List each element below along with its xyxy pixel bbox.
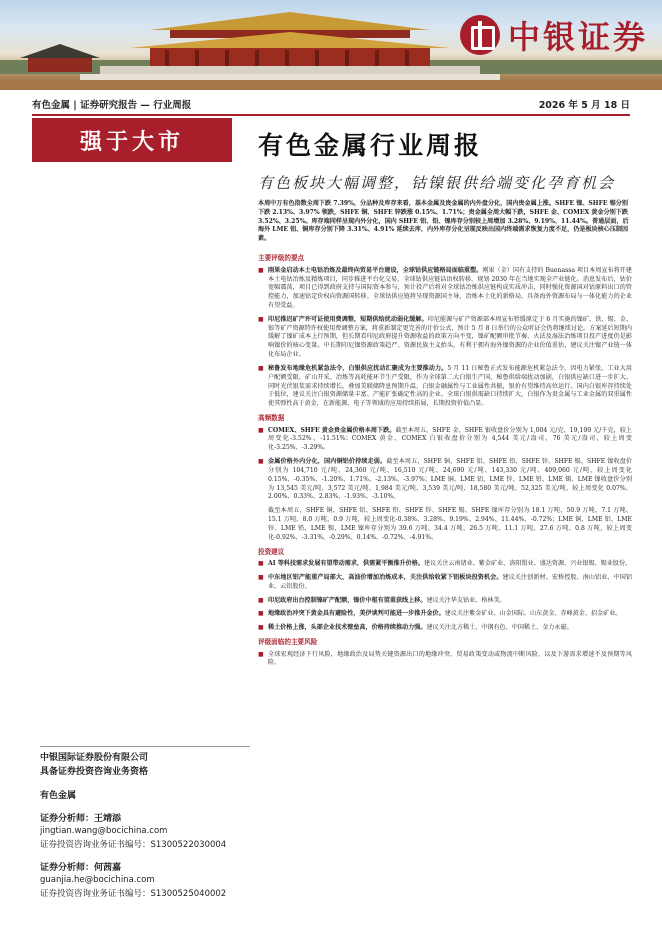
bullet-item <box>258 651 632 669</box>
analyst-label: 证券分析师：王靖添 <box>40 813 122 824</box>
bullet-body: 截至本周五，SHFE 金、SHFE 银收盘价分别为 1,004 元/克、19,199 元/千克，较上周变化-3.52%、-11.51%；COMEX 黄金、COMEX 白银收盘价分别为 4,544 美元/盎司、76 美元/盎司，较上周变化-3.25%、-3.29%。 <box>268 426 632 452</box>
analyst-cert: 证券投资咨询业务证书编号：S1300525040002 <box>40 888 227 899</box>
bank-of-china-logo-icon <box>460 15 500 55</box>
bullet-head: 秘鲁发布地缘危机紧急法令，白银供应扰动汇聚成为主要推动力。 <box>268 364 448 372</box>
bullet-item <box>258 365 632 409</box>
analyst-email[interactable]: jingtian.wang@bocichina.com <box>40 825 168 836</box>
bullet-item <box>258 610 632 619</box>
summary-paragraph: 本周中万有色指数全周下跌 7.39%，分品种及库存来看，基本金属及贵金属的内外盘分化，国内贵金属上涨。SHFE 镍、SHFE 锡分别下跌 2.13%、3.97% 领跌，SHFE 铜、SHFE 锌跌涨 0.15%、1.71%；贵金属全周大幅下跌，SHFE 金、COMEX 黄金分别下跌 3.52%、3.25%。库存端同样呈现内外分化，国内 SHFE 铝、铅、镍库存分别较上周增加 3.28%、9.19%、11.44%。普通层面，后海外 LME 铝、铜库存分别下降 3.31%、4.91% 延续去库，内外库存分化呈现反映出国内终端需求恢复力度不足，仍是板块核心压制因素。 <box>258 200 629 243</box>
section-heading-risk: 评级面临的主要风险 <box>258 638 318 647</box>
bullet-head: 地缘政治冲突下黄金具有避险性，美伊谈判可能进一步推升金价。 <box>268 610 445 618</box>
bullet-item <box>258 458 632 502</box>
bullet-body: 建议关注云南锗业、紫金矿业、洛阳钼业、盛达资源、兴业银锡、锡业股份。 <box>423 560 632 568</box>
bullet-item <box>258 560 632 569</box>
industry-label: 有色金属 <box>40 790 77 801</box>
bullet-body: 建议关注北方稀土、中钢有色、中国稀土、金力永磁。 <box>426 624 573 632</box>
bullet-item <box>258 427 632 453</box>
bullet-head: 金属价格外内分化，国内铜铝价持续走弱。 <box>268 458 387 466</box>
brand-name: 中银证券 <box>507 18 648 56</box>
bullet-body: 印尼能源与矿产资源部本周宣布暂缓原定于 6 月实施的镍矿、铁、锡、金、银等矿产资源特许权使用费调整方案，将重新制定更完善的计价公式，预计 5 月 8 日举行的公众听证会仍将继续讨论。方案延后短期内缓解了镍矿成本上行预期，但长期看印尼政府提升资源收益的政策方向不变，镍矿配额审批节奏、火法及湿法冶炼项目投产进度仍是影响镍价的核心变量。中长期印尼镍资源政策趋严、资源民族主义抬头，有利于拥有海外镍资源的企业价值重估，建议关注镍产业链一体化布局企业。 <box>268 315 632 359</box>
report-subtitle: 有色板块大幅调整，钴镍银供给端变化孕育机会 <box>258 174 616 192</box>
cover-banner <box>0 0 662 90</box>
bullet-body: 建议关注紫金矿业、山金国际、山东黄金、赤峰黄金、招金矿业。 <box>444 610 622 618</box>
bullet-body: 建议关注创新材、宏桥控股、南山铝业、中国铝业、云铝股份。 <box>268 573 633 590</box>
org-name: 中银国际证券股份有限公司 <box>40 753 149 763</box>
bullet-item <box>258 316 632 360</box>
report-header <box>32 95 630 113</box>
analyst-label: 证券分析师：何茜嘉 <box>40 862 122 873</box>
bullet-head: 刚果金启动本土电钴冶炼及最终向贸易平台建设，全球钴供应链格局面临重塑。 <box>268 266 483 274</box>
analyst-email[interactable]: guanjia.he@bocichina.com <box>40 874 155 885</box>
main-content <box>258 200 632 673</box>
header-divider <box>32 114 630 116</box>
bullet-head: 稀土价格上涨，头部企业技术壁垒高，价格持续推动力强。 <box>268 624 427 632</box>
report-date: 2026 年 5 月 18 日 <box>538 100 630 111</box>
bullet-item <box>258 597 632 606</box>
bullet-head: COMEX、SHFE 黄金贵金属价格本周下跌。 <box>268 426 396 434</box>
inventory-paragraph: 截至本周五，SHFE 铜、SHFE 铝、SHFE 铅、SHFE 锌、SHFE 锡、SHFE 镍库存分别为 18.1 万吨、50.9 万吨、7.1 万吨、15.1 万吨、8.0 万吨、0.9 万吨，较上周变化-0.38%、3.28%、9.19%、2.94%、11.44%、-0.72%；LME 铜、LME 铝、LME 锌、LME 铅、LME 锡、LME 镍库存分别为 39.6 万吨、34.4 万吨、26.5 万吨、11.1 万吨、27.6 万吨、0.8 万吨，较上周变化-0.92%、-3.31%、-0.29%、0.14%、-0.72%、-4.91%。 <box>268 507 632 541</box>
rating-tab: 强于大市 <box>32 118 232 162</box>
report-title: 有色金属行业周报 <box>258 131 483 160</box>
section-heading-invest: 投资建议 <box>258 547 285 556</box>
brand-logo <box>460 12 648 58</box>
bullet-item <box>258 624 632 633</box>
bullet-head: 印尼推迟矿产许可证使用费调整，短期供给扰动弱化缓解。 <box>268 315 428 323</box>
bullet-head: 中东地区铝产能重产局部大，高油价增加冶炼成本，关注供给收紧下铝板块投资机会。 <box>268 573 503 581</box>
left-divider <box>40 746 250 747</box>
analyst-cert: 证券投资咨询业务证书编号：S1300522030004 <box>40 839 227 850</box>
bullet-item <box>258 574 632 592</box>
left-panel <box>40 752 250 899</box>
section-heading-main-view: 主要评级的要点 <box>258 254 305 263</box>
report-category: 有色金属 | 证券研究报告 — 行业周报 <box>32 100 192 111</box>
bullet-item <box>258 267 632 311</box>
bullet-body: 建议关注华友钴业、格林美。 <box>426 596 506 604</box>
bullet-head: 印尼政府出台控制镍矿产配额，镍价中枢有望重获线上移。 <box>268 596 427 604</box>
bullet-body: 刚果（金）国有支持的 Buenassa 项目本周宣布将开建本土电钴冶炼及精炼项目，同步推进平台化交易、全球钴供应链话语权转移，规划 2030 年在当地实现全产业链化。消息发布后，钴价宽幅震荡，项目已得到政府支持与国际资本参与，预计投产后将对全球钴冶炼供应链构成实质冲击，同时强化资源国对钴原料出口的管控能力，加速钴定价权向资源国转移。全球钴供应链将呈现资源国主导、冶炼本土化的新格局，具备海外资源布局与一体化能力的企业有望受益。 <box>268 266 633 309</box>
bullet-head: AI 等科技需求发展有望带动需求，供需紧平衡推升价格。 <box>268 560 424 568</box>
bullet-body: 5 月 11 日秘鲁正式发布能源危机紧急法令，因电力紧张，工业大用户配额受限，矿山开采、冶炼等高耗能环节生产受限，作为全球第二大白银生产国，秘鲁供给端扰动加剧，白银供应缺口进一步扩大。同时光伏银浆需求持续增长，叠加美联储降息预期升温，白银金融属性与工业属性共振，银价有望维持高位运行。国内白银库存持续处于低位，建议关注白银资源储量丰富、产能扩张确定性高的企业。全球白银供需缺口持续扩大，白银作为贵金属与工业金属的双重属性使其弹性高于黄金，在新能源、电子等领域的应用持续拓展，长期投资价值凸显。 <box>268 364 632 408</box>
bullet-body: 截至本周五，SHFE 铜、SHFE 铝、SHFE 铅、SHFE 锌、SHFE 锡、SHFE 镍收盘价分别为 104,710 元/吨、24,360 元/吨、16,510 元/吨、24,690 元/吨、143,330 元/吨、409,060 元/吨，较上周变化 0.15%、-0.35%、-1.20%、1.71%、-2.13%、-3.97%；LME 铜、LME 铝、LME 锌、LME 铅、LME 锡、LME 镍收盘价分别为 13,545 美元/吨、3,572 美元/吨、1,984 美元/吨、3,539 美元/吨、18,580 美元/吨、52,325 美元/吨，较上周变化 0.07%、2.00%、0.33%、2.83%、-1.93%、-3.10%。 <box>268 458 633 501</box>
qualification: 具备证券投资咨询业务资格 <box>40 766 149 777</box>
risk-text: 全球宏观经济下行风险，地缘政治及局势关键资源出口的地缘冲突、贸易政策变动或物流中断风险，以及下游需求增速不及预期等风险。 <box>268 650 632 667</box>
section-heading-high-freq: 高频数据 <box>258 414 285 423</box>
